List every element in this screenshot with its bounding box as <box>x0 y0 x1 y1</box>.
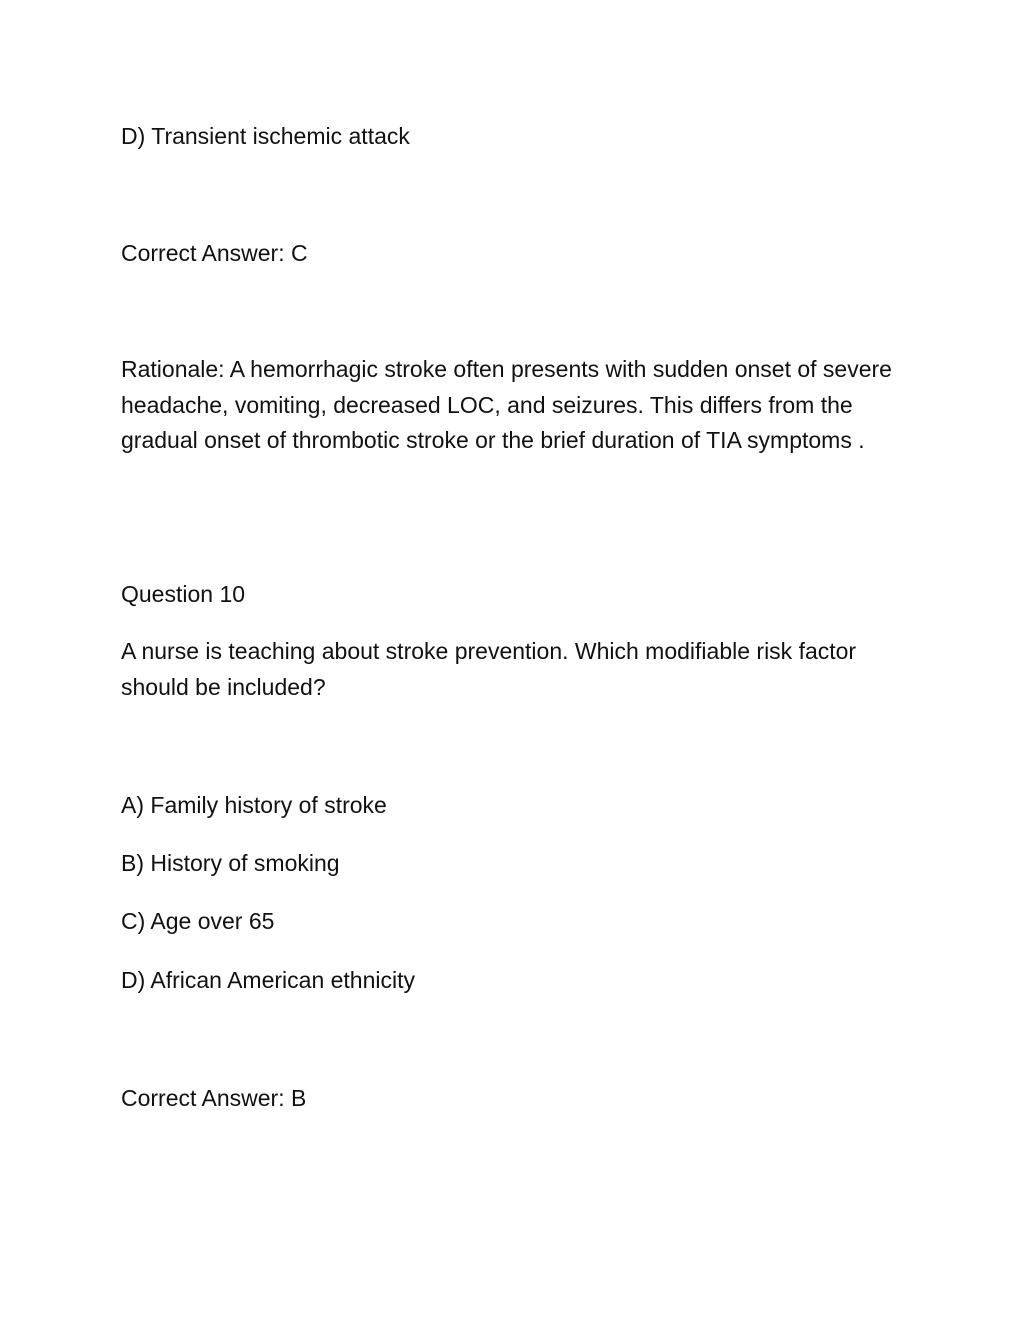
rationale-text: Rationale: A hemorrhagic stroke often presents with sudden onset of severe headache, vomiting, decreased LOC, and seizures. This differs from the gradual onset of thrombotic stroke or the brief duration of TIA symptoms . <box>121 356 892 453</box>
answer-option-b: B) History of smoking <box>121 850 340 876</box>
question-stem: A nurse is teaching about stroke prevention. Which modifiable risk factor should be included? <box>121 638 857 700</box>
question-heading: Question 10 <box>121 581 246 607</box>
correct-answer: Correct Answer: C <box>121 240 308 266</box>
answer-option-a: A) Family history of stroke <box>121 792 387 818</box>
answer-option-c: C) Age over 65 <box>121 908 275 934</box>
correct-answer: Correct Answer: B <box>121 1085 307 1111</box>
answer-option-d: D) African American ethnicity <box>121 967 416 993</box>
answer-option-d: D) Transient ischemic attack <box>121 123 410 149</box>
